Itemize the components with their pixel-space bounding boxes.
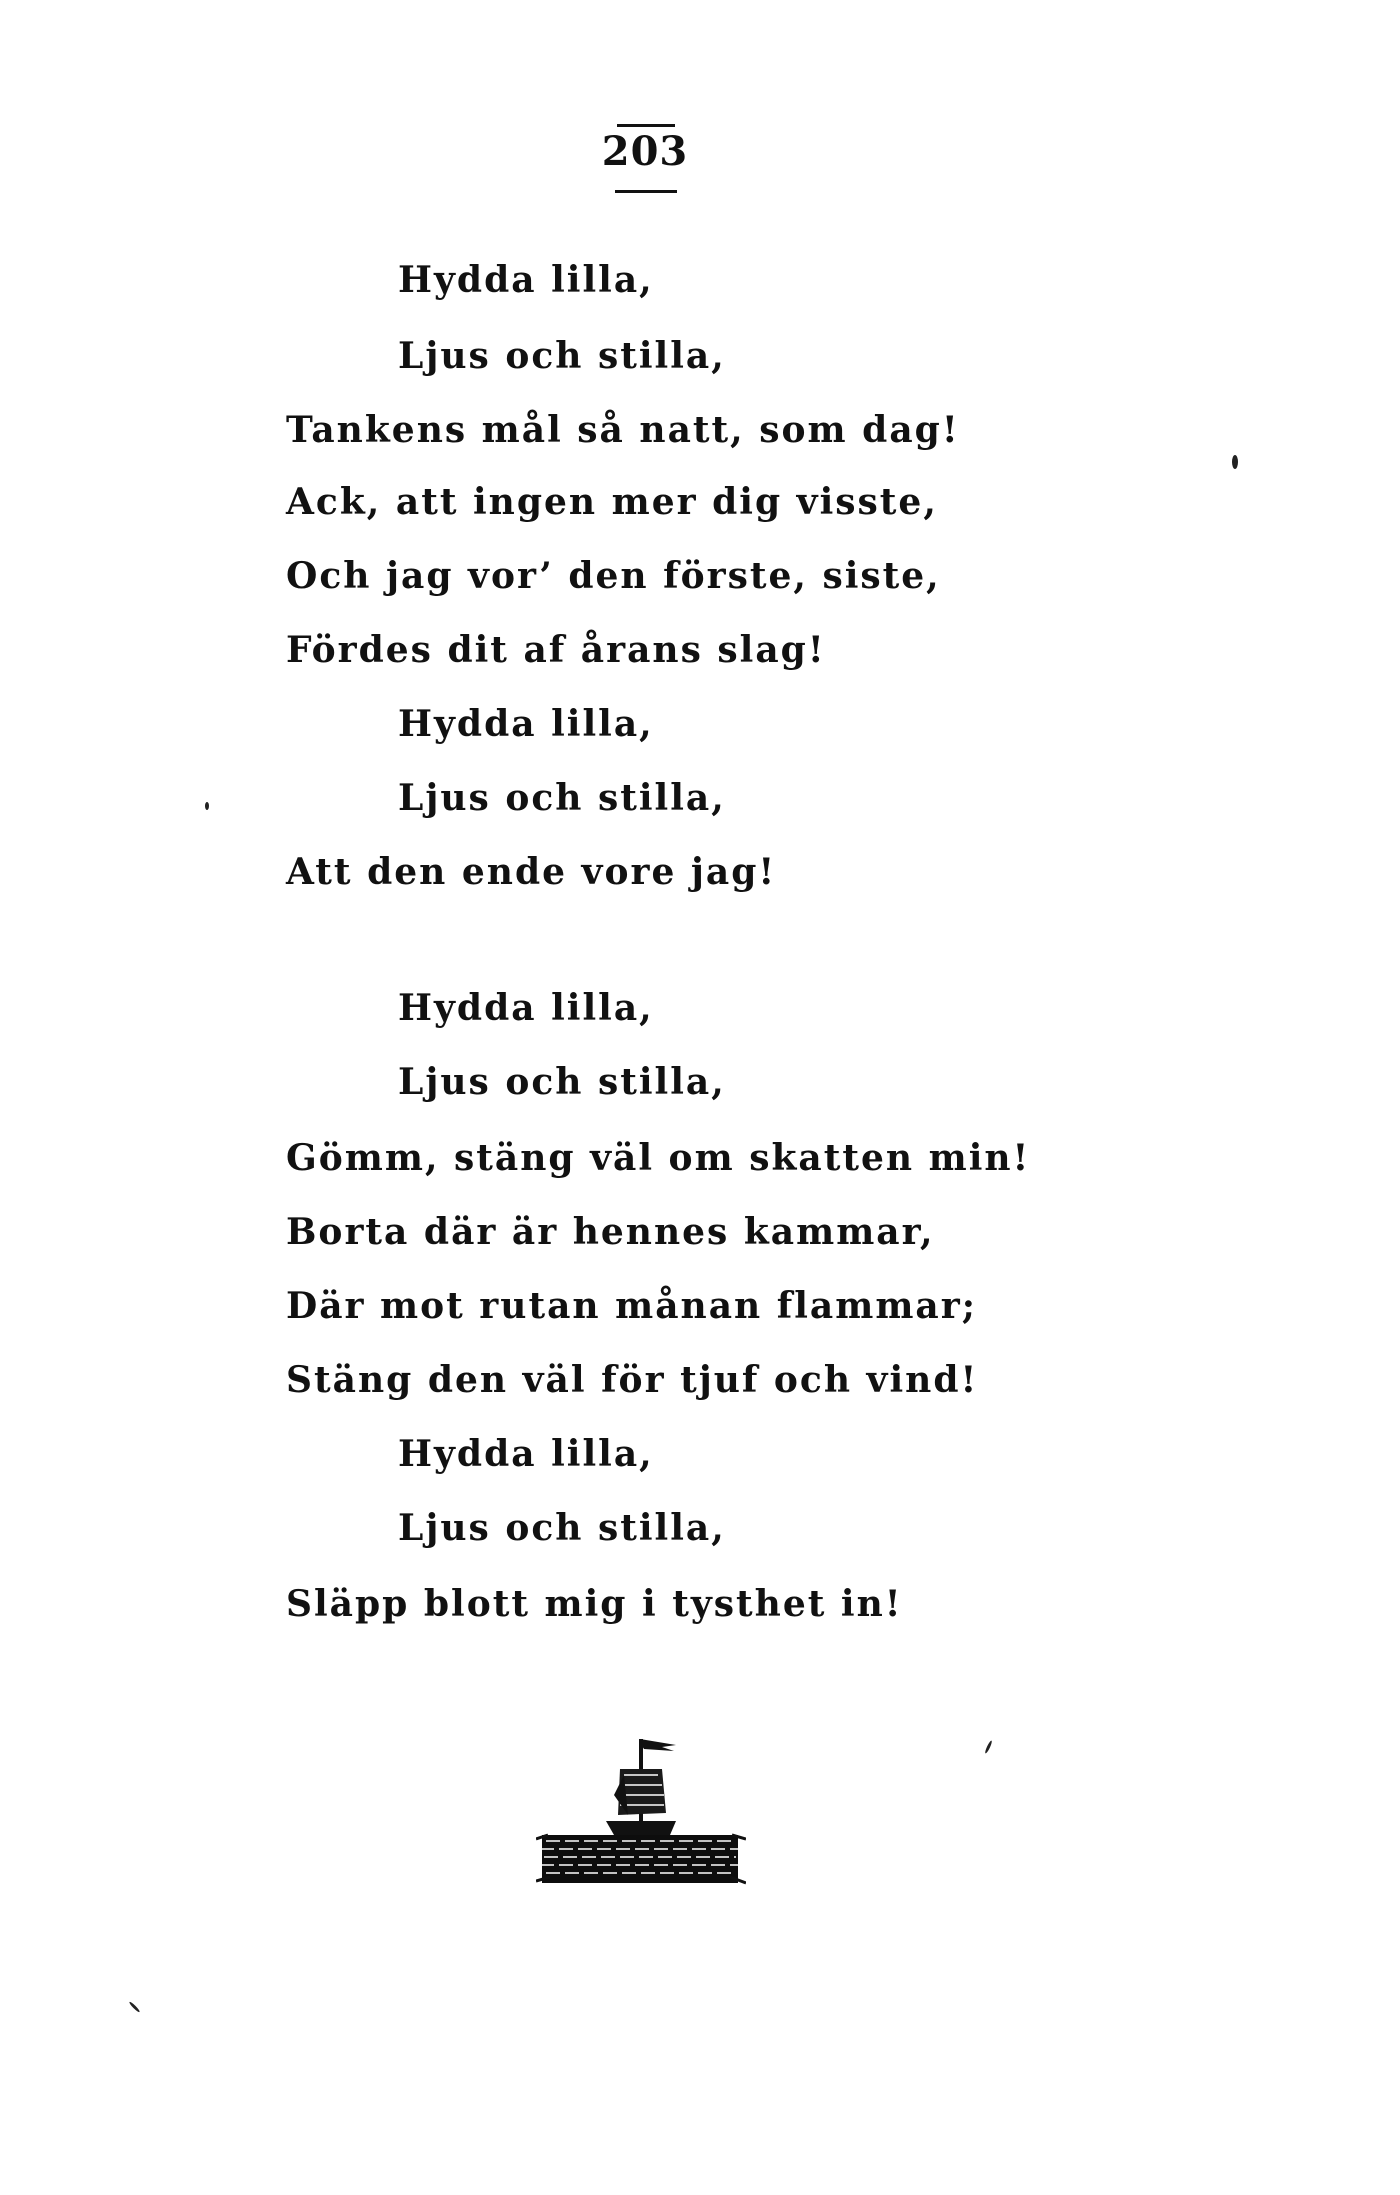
poem-line: Ljus och stilla, bbox=[398, 777, 726, 819]
ship-vignette-icon bbox=[536, 1735, 746, 1885]
poem-line: Borta där är hennes kammar, bbox=[286, 1211, 935, 1253]
poem-line: Där mot rutan månan flammar; bbox=[286, 1285, 977, 1327]
poem-line: Hydda lilla, bbox=[398, 703, 654, 745]
poem-line: Ljus och stilla, bbox=[398, 1061, 726, 1103]
poem-line: Ljus och stilla, bbox=[398, 1507, 726, 1549]
poem-line: Att den ende vore jag! bbox=[286, 851, 777, 893]
poem-line: Ack, att ingen mer dig visste, bbox=[286, 481, 938, 523]
ink-speck bbox=[205, 802, 209, 810]
poem-line: Hydda lilla, bbox=[398, 987, 654, 1029]
poem-line: Släpp blott mig i tysthet in! bbox=[286, 1583, 903, 1625]
poem-line: Hydda lilla, bbox=[398, 259, 654, 301]
poem-line: Hydda lilla, bbox=[398, 1433, 654, 1475]
poem-line: Tankens mål så natt, som dag! bbox=[286, 409, 960, 451]
poem-line: Stäng den väl för tjuf och vind! bbox=[286, 1359, 979, 1401]
poem-line: Och jag vor’ den förste, siste, bbox=[286, 555, 941, 597]
ink-speck bbox=[1232, 455, 1238, 469]
poem-line: Ljus och stilla, bbox=[398, 335, 726, 377]
page-number: 203 bbox=[601, 128, 689, 175]
poem-line: Fördes dit af årans slag! bbox=[286, 629, 826, 671]
poem-line: Gömm, stäng väl om skatten min! bbox=[286, 1137, 1031, 1179]
